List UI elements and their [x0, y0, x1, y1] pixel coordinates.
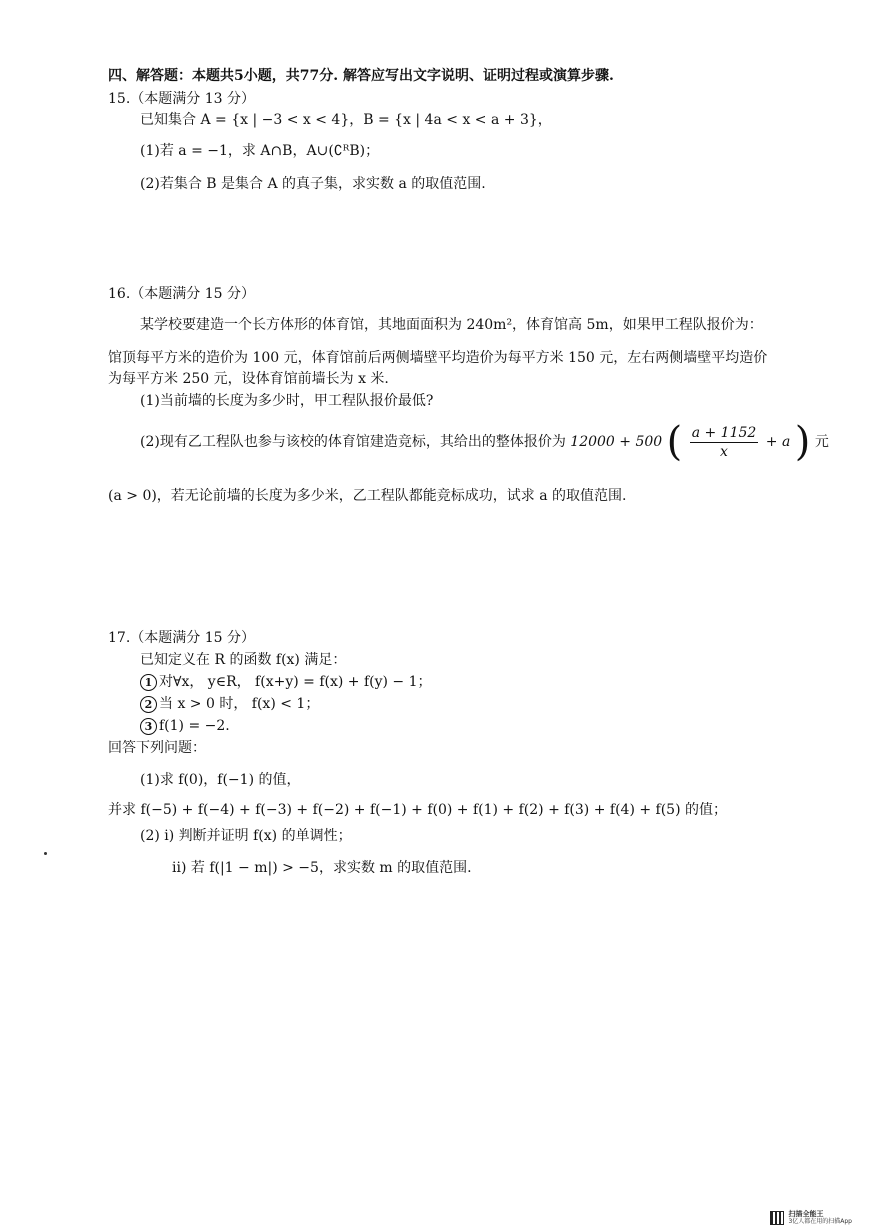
circled-number-icon: 2	[140, 696, 157, 713]
q17-part2-ii: ii) 若 f(|1 − m|) > −5，求实数 m 的取值范围.	[172, 860, 472, 876]
q16-stem-line3: 为每平方米 250 元，设体育馆前墙长为 x 米.	[108, 371, 389, 387]
q17-title: 17.（本题满分 15 分）	[108, 630, 255, 646]
circled-number-icon: 1	[140, 674, 157, 691]
q17-part2-i: (2) i) 判断并证明 f(x) 的单调性；	[140, 828, 352, 844]
q17-condition-2	[140, 694, 319, 714]
q16-stem-line1: 某学校要建造一个长方体形的体育馆，其地面面积为 240m²，体育馆高 5m，如果甲工程队报价为：	[140, 317, 763, 333]
right-paren-symbol: )	[794, 419, 811, 465]
condition-text: 对∀x， y∈R， f(x+y) = f(x) + f(y) − 1；	[159, 674, 432, 690]
q17-stem: 已知定义在 R 的函数 f(x) 满足：	[140, 652, 347, 668]
q16-part2-expression: 12000 + 500	[570, 434, 663, 450]
q17-part1-continuation: 并求 f(−5) + f(−4) + f(−3) + f(−2) + f(−1) + f(0) + f(1) + f(2) + f(3) + f(4) + f(5) 的值；	[108, 802, 728, 818]
scan-speck	[44, 852, 47, 855]
section-heading: 四、解答题：本题共5小题，共77分. 解答应写出文字说明、证明过程或演算步骤.	[108, 68, 614, 84]
q15-part2: (2)若集合 B 是集合 A 的真子集，求实数 a 的取值范围.	[140, 176, 486, 192]
q16-plus-a: + a	[765, 434, 791, 450]
watermark-tagline: 3亿人都在用的扫描App	[788, 1218, 852, 1225]
scanner-watermark	[770, 1211, 852, 1225]
q16-part2	[140, 420, 829, 464]
condition-text: f(1) = −2.	[159, 718, 230, 734]
q15-title: 15.（本题满分 13 分）	[108, 91, 255, 107]
q16-part2-text: (2)现有乙工程队也参与该校的体育馆建造竞标，其给出的整体报价为	[140, 434, 566, 450]
q15-part1: (1)若 a = −1，求 A∩B，A∪(∁ᴿB)；	[140, 143, 380, 159]
condition-text: 当 x > 0 时， f(x) < 1；	[159, 696, 320, 712]
watermark-text	[788, 1211, 852, 1225]
q17-answer-prompt: 回答下列问题：	[108, 740, 206, 756]
fraction-numerator: a + 1152	[691, 424, 757, 441]
q17-condition-3	[140, 716, 230, 736]
q17-part1: (1)求 f(0)，f(−1) 的值，	[140, 772, 301, 788]
q17-condition-1	[140, 672, 432, 692]
watermark-brand: 扫描全能王	[788, 1210, 824, 1218]
left-paren-symbol: (	[666, 419, 683, 465]
q16-fraction	[690, 424, 759, 461]
q16-title: 16.（本题满分 15 分）	[108, 286, 255, 302]
q16-part1: (1)当前墙的长度为多少时，甲工程队报价最低?	[140, 393, 434, 409]
q16-unit: 元	[814, 434, 829, 450]
q16-stem-line2: 馆顶每平方米的造价为 100 元，体育馆前后两侧墙壁平均造价为每平方米 150 元，左右两侧墙壁平均造价	[108, 350, 768, 366]
q15-stem: 已知集合 A = {x | −3 < x < 4}，B = {x | 4a < x < a + 3}，	[140, 112, 552, 128]
qr-code-icon	[770, 1211, 784, 1225]
fraction-denominator: x	[720, 443, 728, 460]
q16-part2-continuation: (a > 0)，若无论前墙的长度为多少米，乙工程队都能竞标成功，试求 a 的取值范围.	[108, 488, 627, 504]
circled-number-icon: 3	[140, 718, 157, 735]
